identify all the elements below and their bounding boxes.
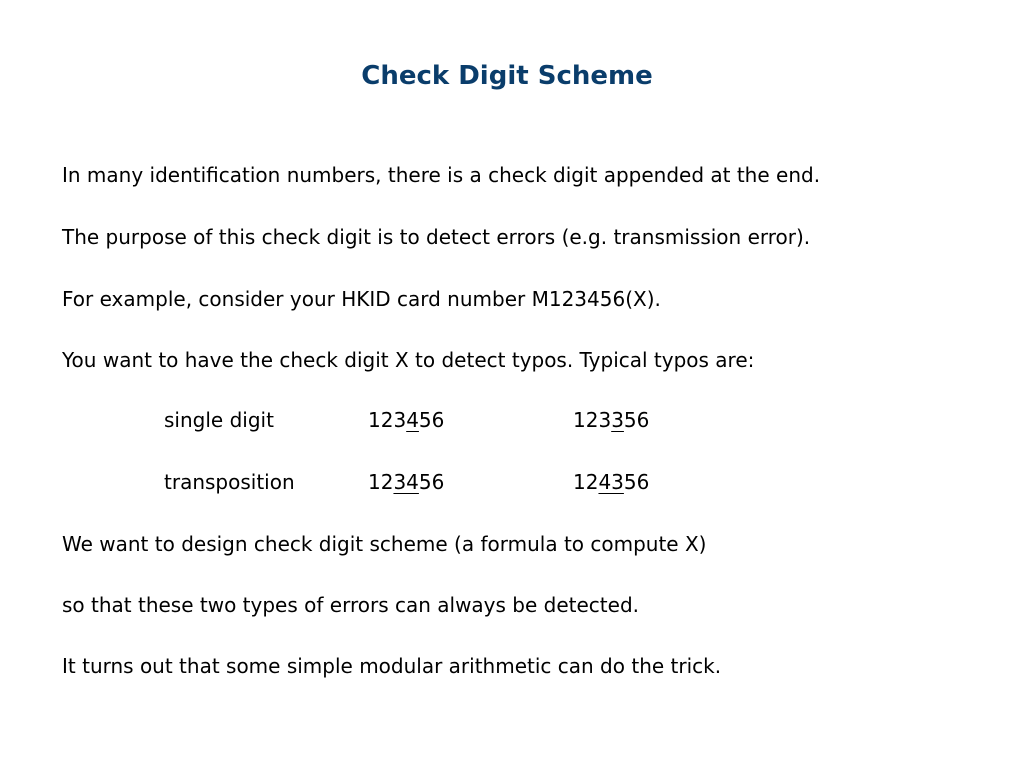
- original-number: 123456: [368, 408, 445, 432]
- marked-digits: 34: [393, 470, 419, 494]
- marked-digits: 3: [611, 408, 624, 432]
- typo-number: 124356: [573, 470, 650, 494]
- paragraph: For example, consider your HKID card number M123456(X).: [62, 287, 661, 311]
- paragraph: The purpose of this check digit is to detect errors (e.g. transmission error).: [62, 225, 811, 249]
- slide-title: Check Digit Scheme: [361, 61, 653, 91]
- paragraph: so that these two types of errors can always be detected.: [62, 593, 639, 617]
- marked-digits: 43: [598, 470, 624, 494]
- paragraph: You want to have the check digit X to detect typos. Typical typos are:: [62, 348, 755, 372]
- paragraph: It turns out that some simple modular arithmetic can do the trick.: [62, 654, 722, 678]
- typo-type-label: transposition: [164, 470, 295, 494]
- paragraph: In many identification numbers, there is a check digit appended at the end.: [62, 163, 821, 187]
- typo-type-label: single digit: [164, 408, 274, 432]
- marked-digits: 4: [406, 408, 419, 432]
- typo-number: 123356: [573, 408, 650, 432]
- original-number: 123456: [368, 470, 445, 494]
- paragraph: We want to design check digit scheme (a formula to compute X): [62, 532, 707, 556]
